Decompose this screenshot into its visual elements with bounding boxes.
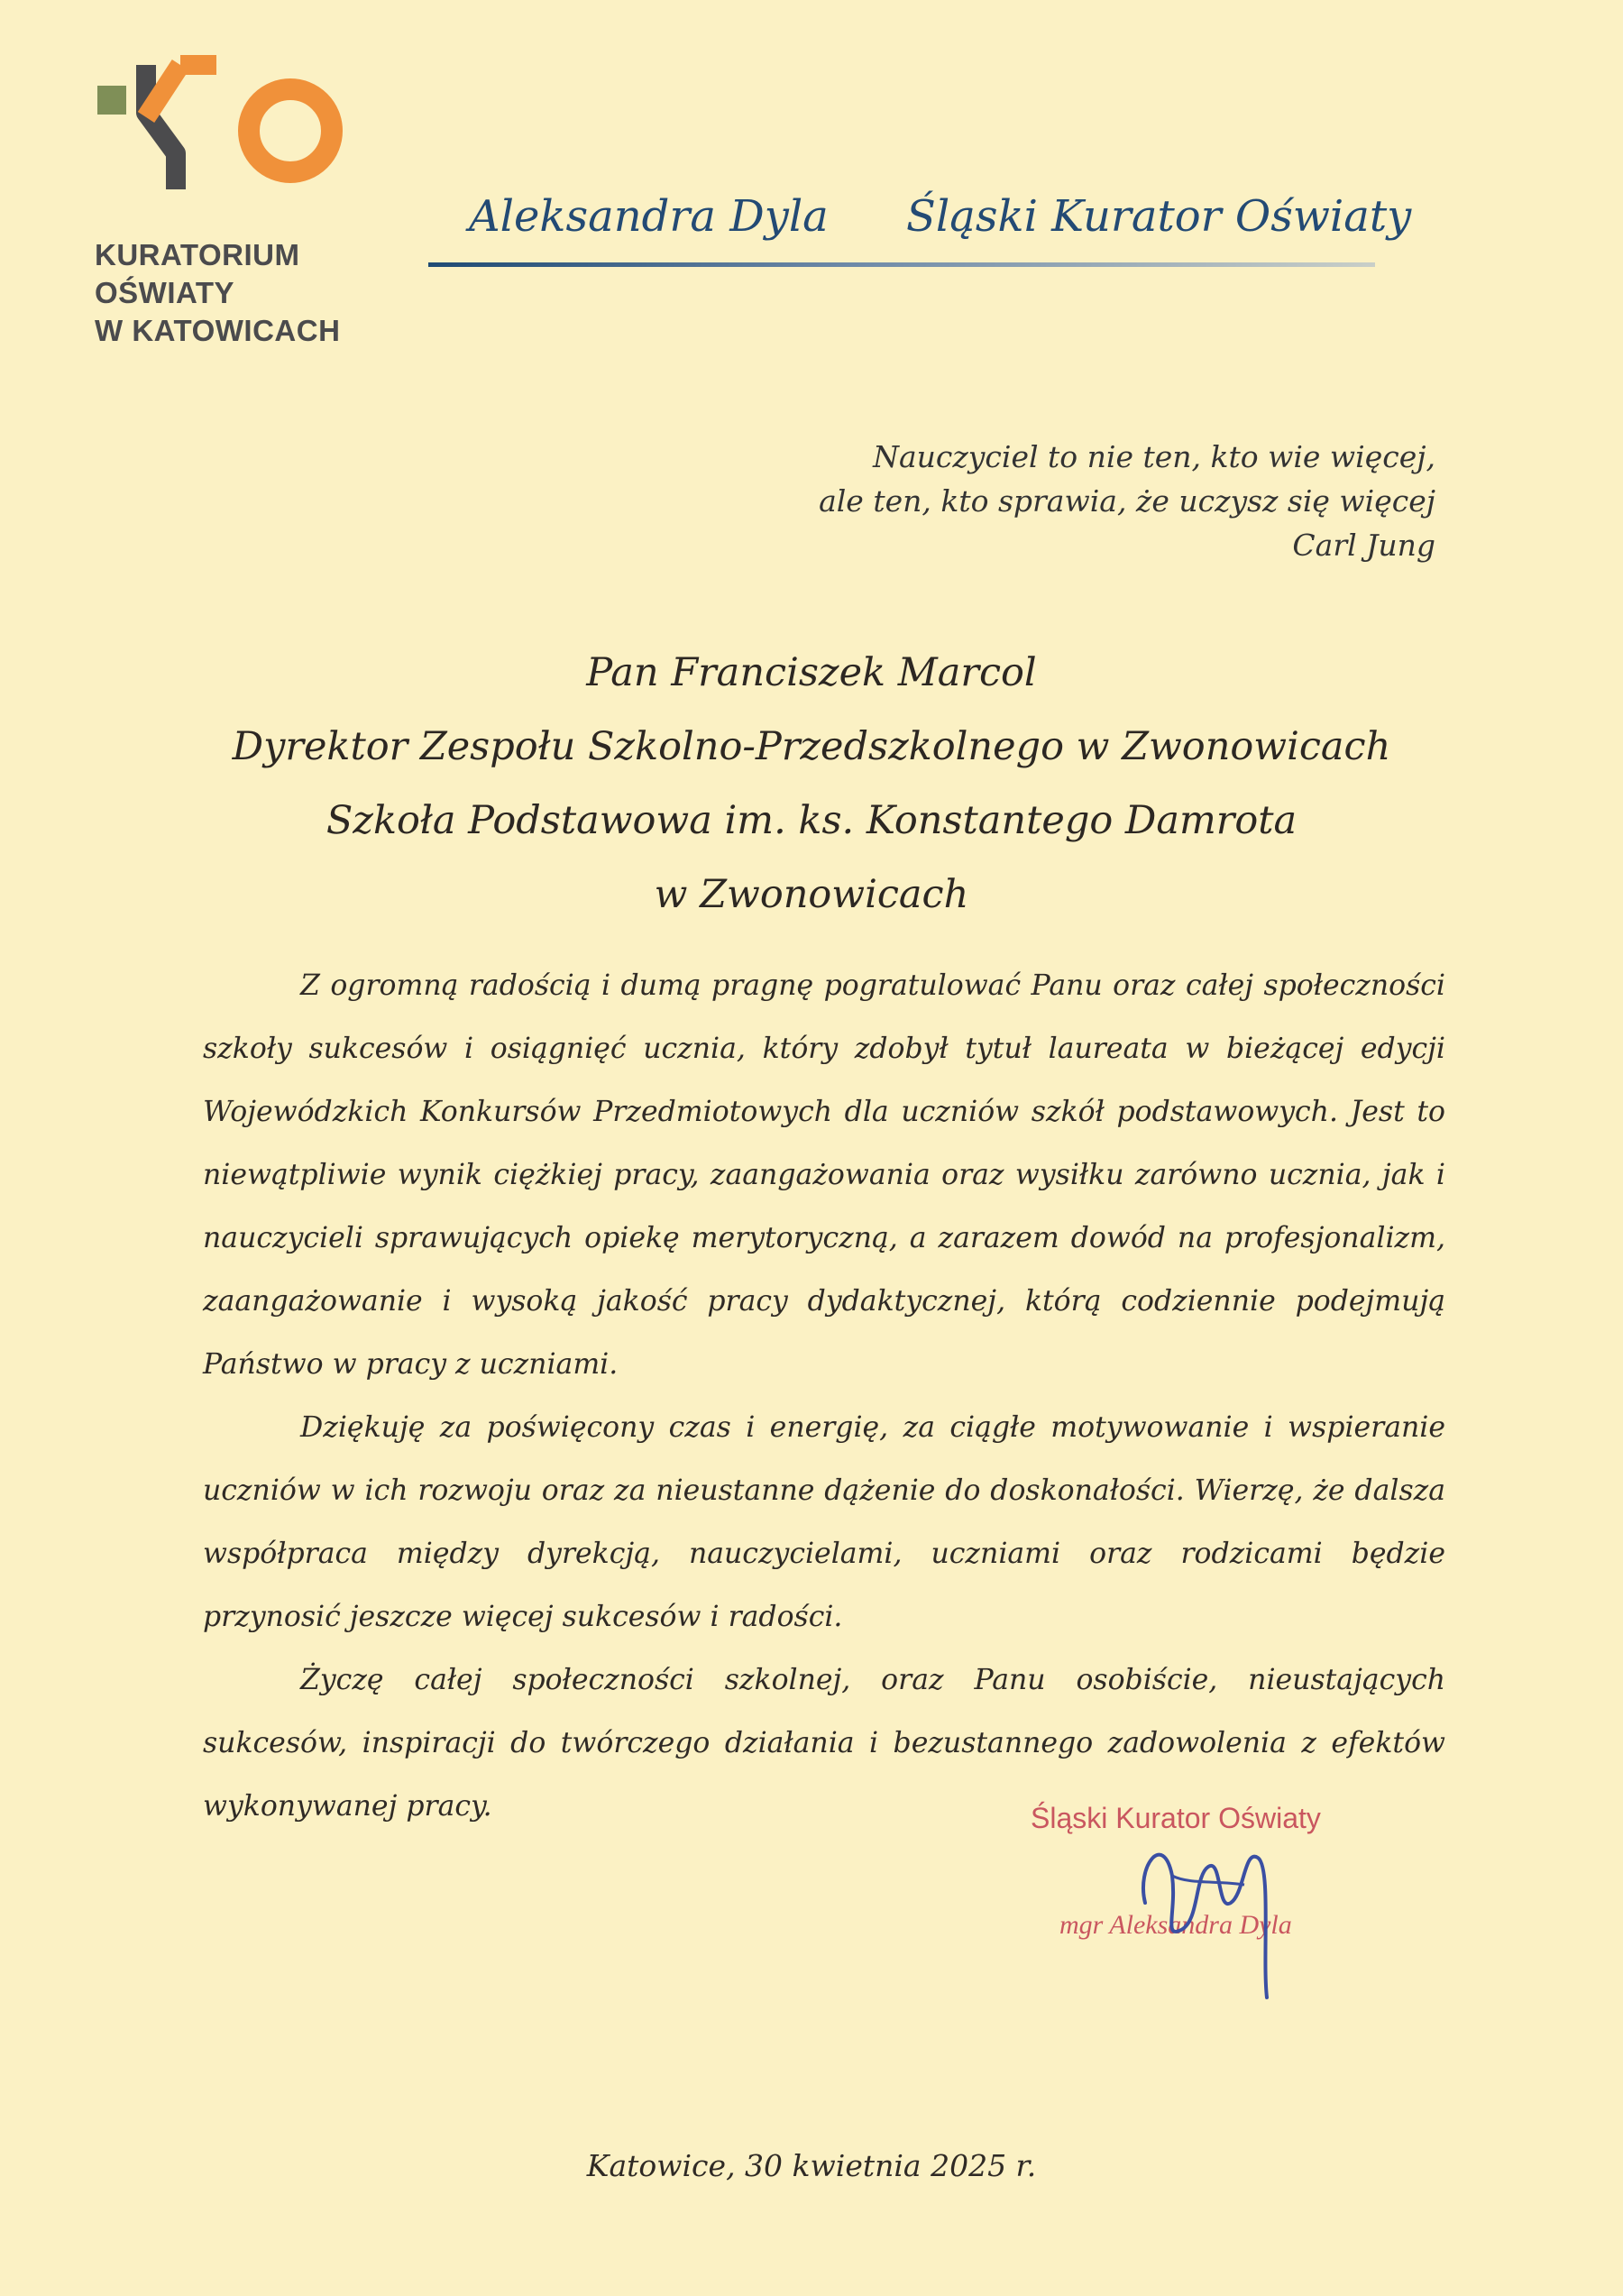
organization-name (95, 236, 419, 350)
kuratorium-logo (90, 54, 361, 207)
body-paragraph: Z ogromną radością i dumą pragnę pogratulować Panu oraz całej społeczności szkoły sukcesów i osiągnięć ucznia, który zdobył tytuł laureata w bieżącej edycji Wojewódzkich Konkursów Przedmiotowych dla uczniów szkół podstawowych. Jest to niewątpliwie wynik ciężkiej pracy, zaangażowania oraz wysiłku zarówno ucznia, jak i nauczycieli sprawujących opiekę merytoryczną, a zarazem dowód na profesjonalizm, zaangażowanie i wysoką jakość pracy dydaktycznej, którą codziennie podejmują Państwo w pracy z uczniami. (203, 969, 1445, 1381)
logo-o-ring (249, 89, 332, 172)
stamp-title: Śląski Kurator Oświaty (1031, 1802, 1321, 1834)
quote-author: Carl Jung (1292, 528, 1435, 563)
epigraph-quote (714, 435, 1435, 567)
letter-body (203, 954, 1445, 1838)
body-paragraph: Życzę całej społeczności szkolnej, oraz Panu osobiście, nieustających sukcesów, inspiracji do twórczego działania i bezustannego zadowolenia z efektów wykonywanej pracy. (203, 1664, 1445, 1823)
stamp-name: mgr Aleksandra Dyla (1059, 1910, 1292, 1940)
logo-green-square (97, 86, 126, 115)
quote-line: Nauczyciel to nie ten, kto wie więcej, (873, 439, 1435, 474)
letter-date: Katowice, 30 kwietnia 2025 r. (586, 2148, 1037, 2183)
quote-line: ale ten, kto sprawia, że uczysz się więcej (819, 483, 1435, 519)
org-name-line: W KATOWICACH (95, 314, 341, 347)
addressee-location: w Zwonowicach (654, 872, 969, 917)
handwritten-signature (1109, 1795, 1307, 2002)
addressee-school: Szkoła Podstawowa im. ks. Konstantego Damrota (326, 798, 1297, 843)
body-paragraph: Dziękuję za poświęcony czas i energię, za ciągłe motywowanie i wspieranie uczniów w ich rozwoju oraz za nieustanne dążenie do doskonałości. Wierzę, że dalsza współpraca między dyrekcją, nauczycielami, uczniami oraz rodzicami będzie przynosić jeszcze więcej sukcesów i radości. (203, 1411, 1445, 1633)
org-name-line: OŚWIATY (95, 276, 235, 309)
org-name-line: KURATORIUM (95, 238, 300, 271)
addressee-name: Pan Franciszek Marcol (586, 650, 1037, 695)
addressee-block (180, 636, 1443, 932)
header-title: Śląski Kurator Oświaty (906, 191, 1412, 242)
header-name: Aleksandra Dyla (469, 191, 829, 242)
header-divider (428, 262, 1375, 267)
addressee-position: Dyrektor Zespołu Szkolno-Przedszkolnego w Zwonowicach (232, 724, 1391, 769)
